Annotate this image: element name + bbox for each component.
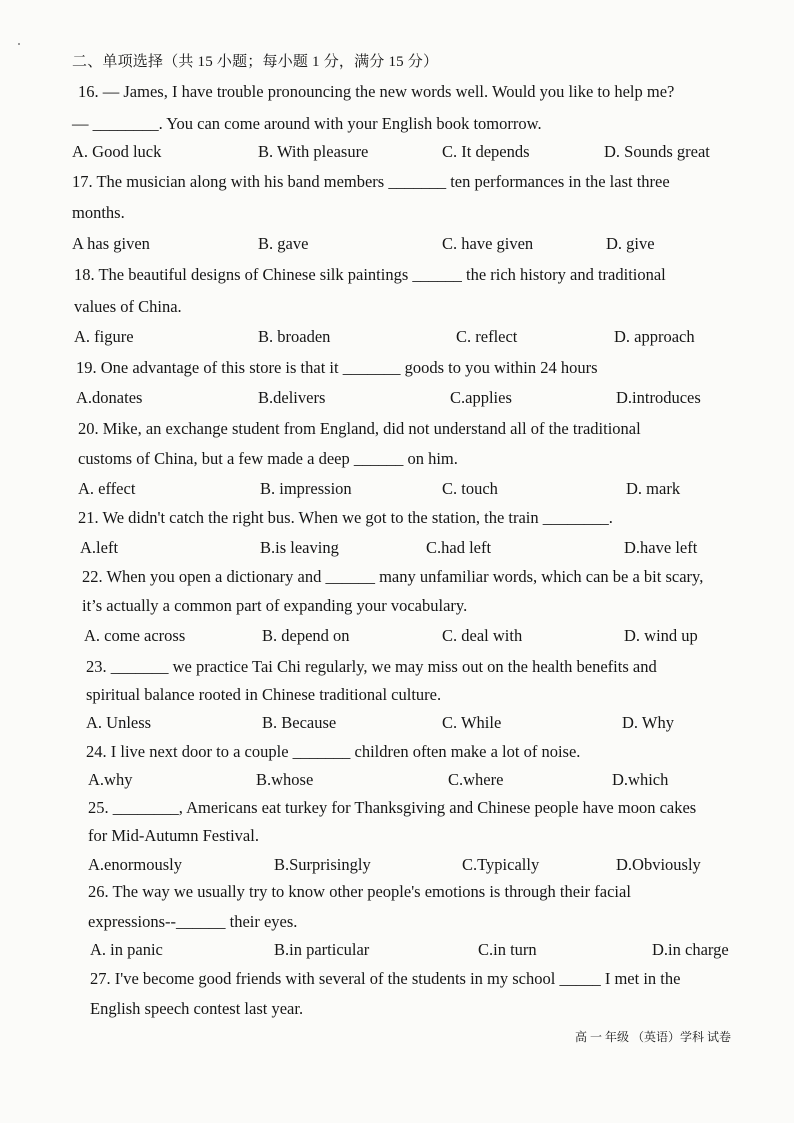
q21-option-b: B.is leaving (260, 538, 339, 557)
q20-option-d: D. mark (626, 479, 681, 498)
q26-option-a: A. in panic (90, 940, 163, 959)
question-23-line-1: 23. _______ we practice Tai Chi regularly, we may miss out on the health benefits and (86, 657, 657, 676)
q18-option-a: A. figure (74, 327, 134, 346)
question-24-line-1: 24. I live next door to a couple _______ children often make a lot of noise. (86, 742, 581, 761)
q25-option-d: D.Obviously (616, 855, 701, 874)
q20-option-b: B. impression (260, 479, 352, 498)
q24-option-a: A.why (88, 770, 133, 789)
question-17-line-1: 17. The musician along with his band members _______ ten performances in the last three (72, 172, 670, 191)
question-18-line-1: 18. The beautiful designs of Chinese silk paintings ______ the rich history and traditional (74, 265, 666, 284)
q20-option-c: C. touch (442, 479, 498, 498)
q21-option-d: D.have left (624, 538, 698, 557)
q19-option-a: A.donates (76, 388, 143, 407)
q17-option-d: D. give (606, 234, 655, 253)
q25-option-a: A.enormously (88, 855, 182, 874)
q22-option-a: A. come across (84, 626, 186, 645)
q22-option-c: C. deal with (442, 626, 523, 645)
question-20-line-2: customs of China, but a few made a deep ______ on him. (78, 449, 458, 468)
question-27-line-1: 27. I've become good friends with several of the students in my school _____ I met in the (90, 969, 681, 988)
q17-option-c: C. have given (442, 234, 534, 253)
page-footer: 高 一 年级 （英语）学科 试卷 (575, 1030, 732, 1044)
q16-option-b: B. With pleasure (258, 142, 369, 161)
q25-option-b: B.Surprisingly (274, 855, 371, 874)
q26-option-b: B.in particular (274, 940, 370, 959)
question-18-line-2: values of China. (74, 297, 182, 316)
q16-option-a: A. Good luck (72, 142, 162, 161)
question-26-line-2: expressions--______ their eyes. (88, 912, 298, 931)
q22-option-b: B. depend on (262, 626, 350, 645)
question-22-line-1: 22. When you open a dictionary and ______ many unfamiliar words, which can be a bit scary, (82, 567, 704, 586)
question-25-line-2: for Mid-Autumn Festival. (88, 826, 259, 845)
section-heading: 二、单项选择（共 15 小题；每小题 1 分，满分 15 分） (72, 54, 439, 70)
q16-option-c: C. It depends (442, 142, 530, 161)
q23-option-a: A. Unless (86, 713, 152, 732)
q23-option-d: D. Why (622, 713, 674, 732)
q19-option-d: D.introduces (616, 388, 701, 407)
question-22-line-2: it’s actually a common part of expanding your vocabulary. (82, 596, 468, 615)
question-19-line-1: 19. One advantage of this store is that it _______ goods to you within 24 hours (76, 358, 598, 377)
q24-option-b: B.whose (256, 770, 314, 789)
q26-option-c: C.in turn (478, 940, 537, 959)
q17-option-a: A has given (72, 234, 150, 253)
question-27-line-2: English speech contest last year. (90, 999, 304, 1018)
q18-option-b: B. broaden (258, 327, 331, 346)
question-21-line-1: 21. We didn't catch the right bus. When we got to the station, the train ________. (78, 508, 613, 527)
q18-option-d: D. approach (614, 327, 695, 346)
q21-option-a: A.left (80, 538, 119, 557)
q16-option-d: D. Sounds great (604, 142, 710, 161)
q19-option-b: B.delivers (258, 388, 326, 407)
q25-option-c: C.Typically (462, 855, 540, 874)
question-25-line-1: 25. ________, Americans eat turkey for Thanksgiving and Chinese people have moon cakes (88, 798, 697, 817)
question-26-line-1: 26. The way we usually try to know other people's emotions is through their facial (88, 882, 631, 901)
q21-option-c: C.had left (426, 538, 492, 557)
q23-option-c: C. While (442, 713, 502, 732)
q17-option-b: B. gave (258, 234, 309, 253)
scan-speck (18, 43, 20, 45)
q19-option-c: C.applies (450, 388, 512, 407)
q22-option-d: D. wind up (624, 626, 698, 645)
question-20-line-1: 20. Mike, an exchange student from England, did not understand all of the traditional (78, 419, 641, 438)
q24-option-c: C.where (448, 770, 504, 789)
question-16-line-2: — ________. You can come around with your English book tomorrow. (72, 114, 542, 133)
question-16-line-1: 16. — James, I have trouble pronouncing the new words well. Would you like to help me? (78, 82, 675, 101)
q20-option-a: A. effect (78, 479, 136, 498)
q26-option-d: D.in charge (652, 940, 729, 959)
q18-option-c: C. reflect (456, 327, 518, 346)
q24-option-d: D.which (612, 770, 669, 789)
question-17-line-2: months. (72, 203, 125, 222)
question-23-line-2: spiritual balance rooted in Chinese traditional culture. (86, 685, 442, 704)
q23-option-b: B. Because (262, 713, 337, 732)
